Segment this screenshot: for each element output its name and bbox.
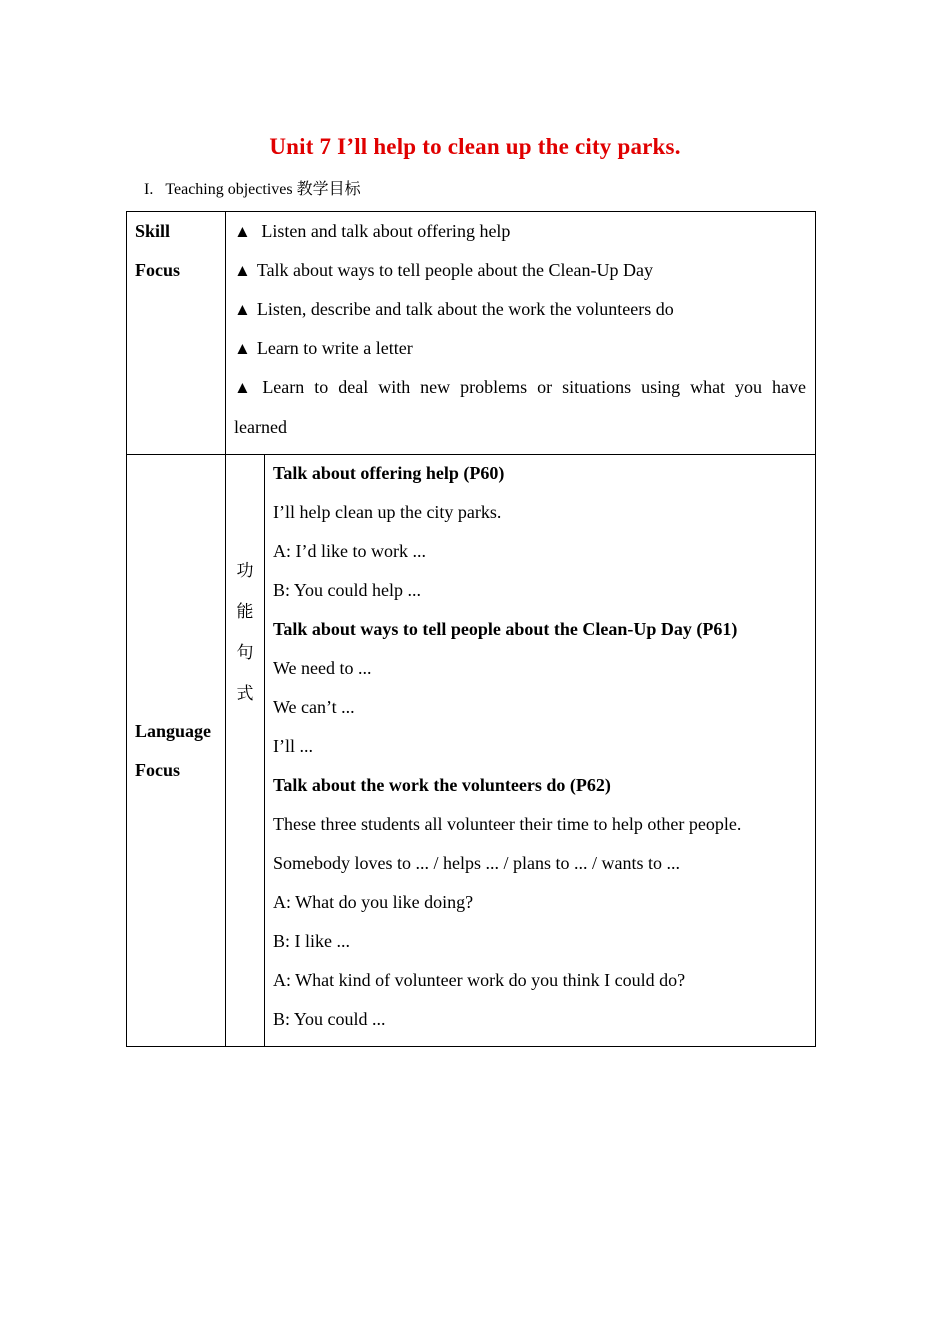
list-item bbox=[234, 290, 806, 329]
skill-focus-label bbox=[127, 212, 225, 290]
skill-label-line2: Focus bbox=[135, 260, 180, 280]
example-line: A: What kind of volunteer work do you think I could do? bbox=[273, 970, 686, 990]
triangle-bullet-icon: ▲ bbox=[234, 222, 251, 241]
skill-item-text: Listen, describe and talk about the work the volunteers do bbox=[256, 299, 674, 319]
language-label-line2: Focus bbox=[135, 759, 180, 780]
example-line: I’ll ... bbox=[273, 736, 313, 756]
skill-label-line1: Skill bbox=[135, 221, 171, 241]
skill-item-text: Talk about ways to tell people about the Clean-Up Day bbox=[256, 260, 653, 280]
language-focus-row bbox=[127, 455, 816, 1047]
triangle-bullet-icon: ▲ bbox=[234, 339, 251, 358]
vertical-char: 能 bbox=[236, 602, 254, 622]
language-label-line1: Language bbox=[135, 720, 212, 741]
skill-focus-label-cell bbox=[127, 212, 226, 455]
list-item bbox=[234, 212, 806, 251]
vertical-char: 式 bbox=[236, 684, 254, 704]
triangle-bullet-icon: ▲ bbox=[234, 300, 251, 319]
skill-focus-row bbox=[127, 212, 816, 455]
function-sentence-label-cell bbox=[226, 455, 265, 1047]
example-line: I’ll help clean up the city parks. bbox=[273, 502, 502, 522]
vertical-char: 功 bbox=[236, 561, 254, 581]
skill-item-continuation: learned bbox=[234, 417, 287, 437]
example-line: We need to ... bbox=[273, 658, 372, 678]
skill-item-text: Learn to write a letter bbox=[256, 338, 413, 358]
skill-focus-content bbox=[226, 212, 816, 455]
section-label: Teaching objectives 教学目标 bbox=[165, 181, 361, 198]
vertical-char: 句 bbox=[236, 643, 254, 663]
list-item bbox=[234, 251, 806, 290]
page-title: Unit 7 I’ll help to clean up the city parks. bbox=[269, 134, 681, 159]
example-line: B: I like ... bbox=[273, 931, 350, 951]
example-line: B: You could help ... bbox=[273, 580, 422, 600]
triangle-bullet-icon: ▲ bbox=[234, 378, 257, 397]
section-heading bbox=[144, 176, 361, 199]
subheading-clean-up-day: Talk about ways to tell people about the Clean-Up Day (P61) bbox=[273, 619, 738, 639]
subheading-offering-help: Talk about offering help (P60) bbox=[273, 463, 505, 483]
language-focus-content bbox=[265, 455, 816, 1047]
example-line: A: What do you like doing? bbox=[273, 892, 474, 912]
language-focus-label bbox=[127, 712, 225, 790]
objectives-table bbox=[126, 211, 816, 1047]
subheading-volunteer-work: Talk about the work the volunteers do (P62) bbox=[273, 775, 611, 795]
list-item bbox=[234, 368, 806, 407]
language-focus-label-cell bbox=[127, 455, 226, 1047]
skill-item-text: Learn to deal with new problems or situations using what you have bbox=[262, 377, 806, 397]
example-line: We can’t ... bbox=[273, 697, 355, 717]
triangle-bullet-icon: ▲ bbox=[234, 261, 251, 280]
example-line: These three students all volunteer their time to help other people. bbox=[273, 814, 742, 834]
list-item bbox=[234, 329, 806, 368]
function-sentence-label bbox=[226, 455, 264, 715]
example-line: B: You could ... bbox=[273, 1009, 386, 1029]
example-line: A: I’d like to work ... bbox=[273, 541, 426, 561]
skill-item-text: Listen and talk about offering help bbox=[256, 221, 511, 241]
section-number: I. bbox=[144, 181, 154, 198]
example-line: Somebody loves to ... / helps ... / plans to ... / wants to ... bbox=[273, 853, 680, 873]
